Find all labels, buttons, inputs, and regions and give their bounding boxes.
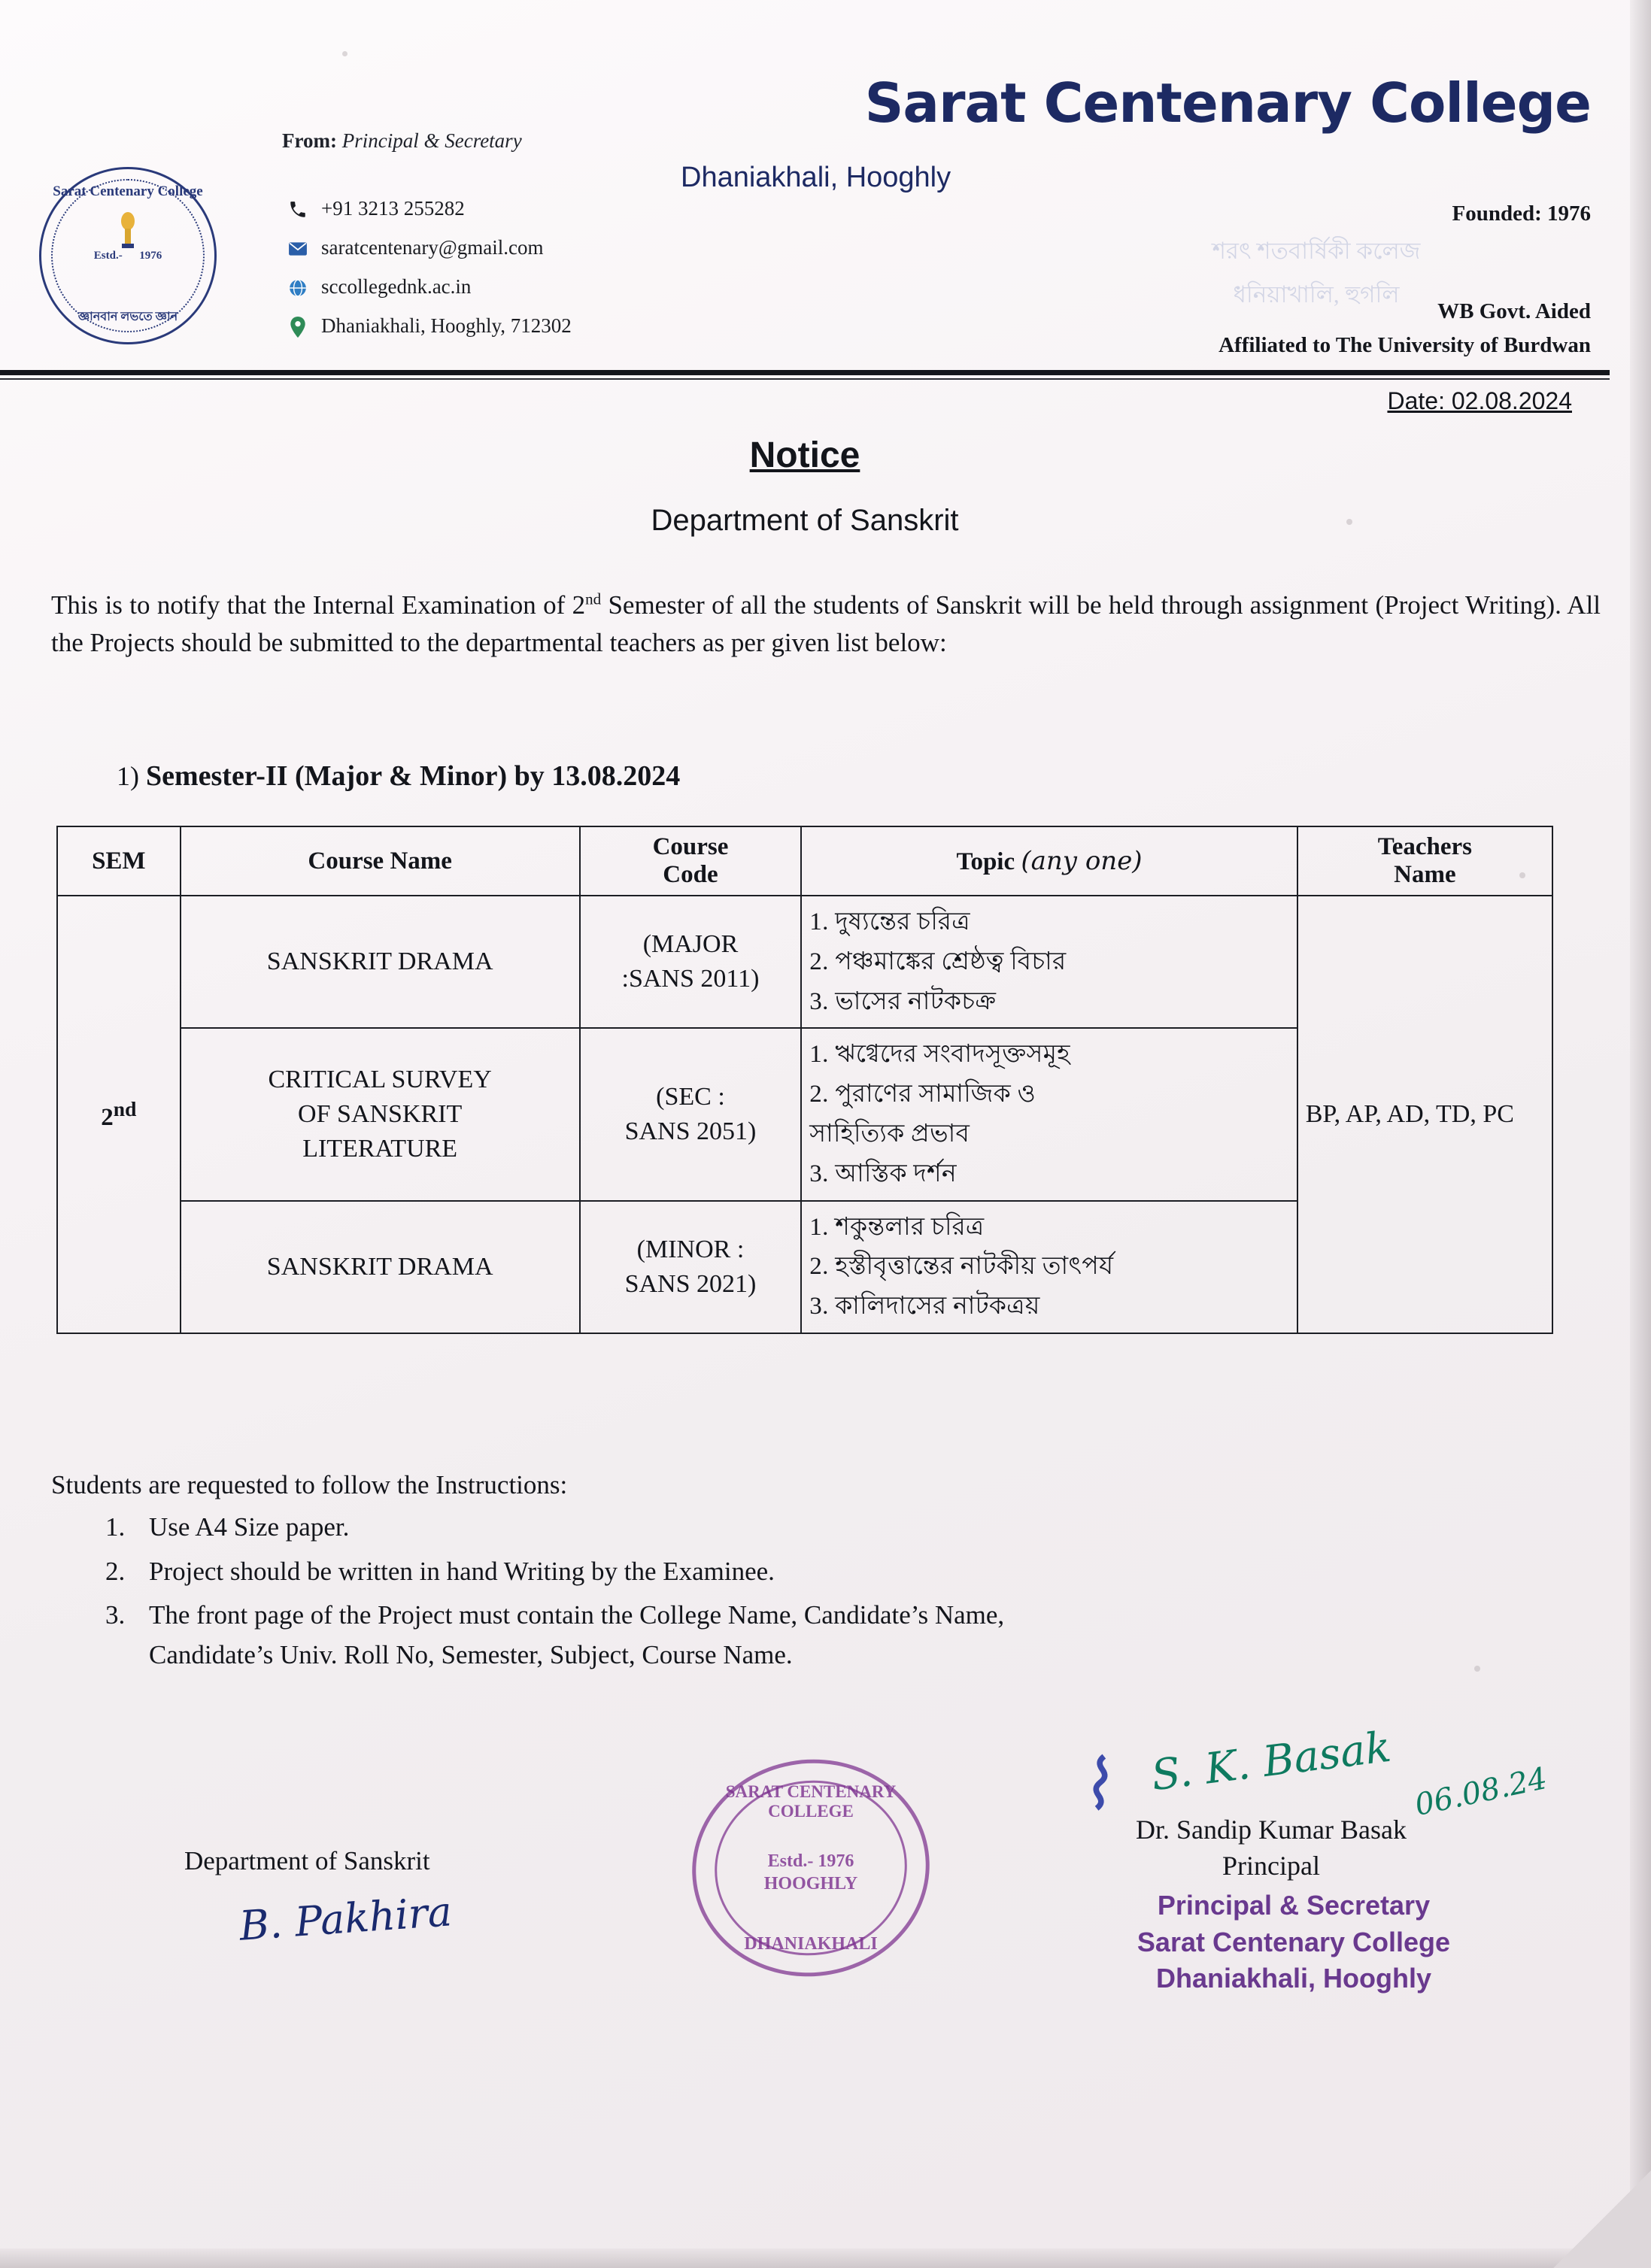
letterhead <box>0 0 1602 372</box>
govt-aided-text: WB Govt. Aided <box>1437 299 1591 323</box>
table-header-row <box>57 826 1552 896</box>
body-part-1: This is to notify that the Internal Examination of 2 <box>51 590 586 620</box>
paper-edge-bottom <box>0 2248 1651 2268</box>
cell-course-code-2: (SEC : SANS 2051) <box>580 1028 802 1200</box>
department-signature-label: Department of Sanskrit <box>184 1846 430 1875</box>
notice-date: Date: 02.08.2024 <box>1387 387 1572 414</box>
seal-estd: Estd.- 1976 <box>767 1851 854 1871</box>
header-course-code-line2: Code <box>663 861 718 888</box>
college-seal <box>692 1760 940 1985</box>
header-teachers-line2: Name <box>1394 861 1456 888</box>
header-teachers <box>1297 826 1552 896</box>
cell-topics-3: 1. শকুন্তলার চরিত্র 2. হস্তীবৃত্তান্তের নাটকীয় তাৎপর্য 3. কালিদাসের নাটকত্রয় <box>801 1201 1297 1333</box>
list-item: 1. Use A4 Size paper. <box>105 1512 350 1542</box>
seal-hooghly: HOOGHLY <box>763 1874 858 1894</box>
header-course-code-line1: Course <box>652 833 729 860</box>
header-sem: SEM <box>57 826 181 896</box>
cell-course-name-3: SANSKRIT DRAMA <box>181 1201 580 1333</box>
principal-name: Dr. Sandip Kumar Basak <box>1136 1815 1407 1845</box>
item-text: Semester-II (Major & Minor) by 13.08.2024 <box>146 760 681 792</box>
contact-phone <box>282 197 572 223</box>
contact-website <box>282 275 572 301</box>
website-text: sccollegednk.ac.in <box>321 275 472 298</box>
paper-speck <box>1346 519 1352 525</box>
header-course-code <box>580 826 802 896</box>
paper-speck <box>342 51 347 56</box>
cell-topics-2: 1. ঋগ্বেদের সংবাদসূক্তসমূহ 2. পুরাণের সামাজিক ও সাহিত্যিক প্রভাব 3. আস্তিক দর্শন <box>801 1028 1297 1200</box>
course-table <box>56 826 1553 1334</box>
contact-email <box>282 236 572 262</box>
semester-deadline-item <box>117 760 680 793</box>
header-teachers-line1: Teachers <box>1377 833 1472 860</box>
contact-address <box>282 314 572 340</box>
department-signature: B. Pakhira <box>238 1887 454 1950</box>
cell-course-name-2: CRITICAL SURVEY OF SANSKRIT LITERATURE <box>181 1028 580 1200</box>
principal-stamp-block: Principal & Secretary Sarat Centenary College Dhaniakhali, Hooghly <box>1137 1890 1451 1994</box>
instructions-list <box>105 1508 1534 1679</box>
contact-block <box>282 197 572 353</box>
signature-stroke: ⌇ <box>1077 1742 1123 1827</box>
list-item: 2. Project should be written in hand Writing by the Examinee. <box>105 1556 775 1586</box>
header-topic-annotation: (any one) <box>1021 846 1143 876</box>
paper-speck <box>1519 872 1525 878</box>
notice-body <box>51 587 1601 661</box>
item-number: 1) <box>117 761 139 791</box>
principal-signature-date: 06.08.24 <box>1412 1760 1550 1824</box>
email-text: saratcentenary@gmail.com <box>321 236 544 259</box>
phone-text: +91 3213 255282 <box>321 197 465 220</box>
list-item: 3. The front page of the Project must contain the College Name, Candidate’s Name, Candidate’s Univ. Roll No, Semester, Subject, Course Name. <box>105 1600 1005 1669</box>
page-title: Notice <box>749 435 860 475</box>
phone-icon <box>282 197 314 223</box>
cell-course-name-1: SANSKRIT DRAMA <box>181 896 580 1028</box>
header-topic <box>801 826 1297 896</box>
cell-sem: 2nd <box>57 896 181 1333</box>
table-row <box>57 896 1552 1028</box>
seal-dhaniakhali: DHANIAKHALI <box>744 1934 878 1954</box>
cell-topics-1: 1. দুষ্যন্তের চরিত্র 2. পঞ্চমাঙ্কের শ্রেষ্ঠত্ব বিচার 3. ভাসের নাটকচক্র <box>801 896 1297 1028</box>
address-text: Dhaniakhali, Hooghly, 712302 <box>321 314 572 337</box>
seal-arc-top: SARAT CENTENARY COLLEGE <box>725 1782 897 1821</box>
cell-course-code-3: (MINOR : SANS 2021) <box>580 1201 802 1333</box>
college-location: Dhaniakhali, Hooghly <box>681 162 951 193</box>
paper-speck <box>1474 1666 1480 1672</box>
header-course-name: Course Name <box>181 826 580 896</box>
logo-arc-top-text: Sarat Centenary College <box>53 183 203 199</box>
instructions-heading: Students are requested to follow the Instructions: <box>51 1470 568 1499</box>
body-part-2: Semester of all the students of Sanskrit will be held through assignment (Project Writing). All the Projects should be submitted to the departmental teachers as per given list below: <box>51 590 1601 657</box>
torch-icon <box>116 212 140 251</box>
founded-text: Founded: 1976 <box>1452 202 1591 226</box>
logo-arc-bottom-text: জ্ঞানবান লভতে জ্ঞান <box>77 311 178 323</box>
principal-role: Principal <box>1222 1851 1320 1881</box>
cell-course-code-1: (MAJOR :SANS 2011) <box>580 896 802 1028</box>
location-pin-icon <box>282 314 314 340</box>
college-name: Sarat Centenary College <box>864 71 1591 135</box>
paper-corner-fold <box>1553 2170 1651 2268</box>
cell-teachers: BP, AP, AD, TD, PC <box>1297 896 1552 1333</box>
globe-icon <box>282 275 314 301</box>
email-icon <box>282 236 314 262</box>
principal-signature: S. K. Basak <box>1149 1722 1394 1801</box>
from-line: From: Principal & Secretary <box>282 129 522 152</box>
header-divider <box>0 370 1610 375</box>
header-topic-label: Topic <box>956 848 1015 875</box>
logo-estd: Estd.- 1976 <box>93 250 162 262</box>
ghost-bengali-text: শরৎ শতবার্ষিকী কলেজ ধনিয়াখালি, হুগলি <box>1212 238 1421 308</box>
college-logo <box>39 167 227 355</box>
department-subtitle: Department of Sanskrit <box>651 504 959 537</box>
header-divider-thin <box>0 378 1610 380</box>
paper-edge-right <box>1630 0 1651 2268</box>
affiliated-text: Affiliated to The University of Burdwan <box>1219 333 1591 357</box>
body-superscript: nd <box>585 590 602 608</box>
